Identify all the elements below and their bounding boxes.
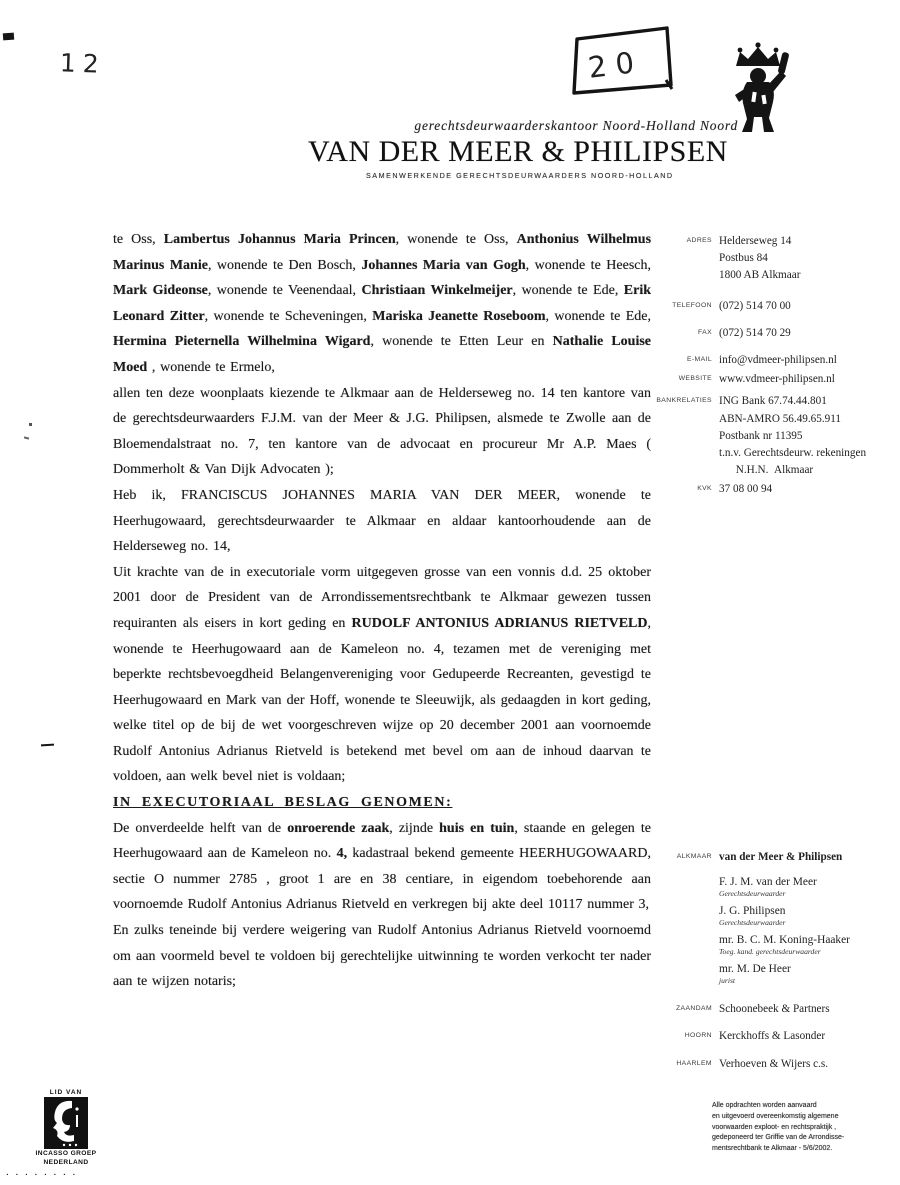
office-firm-name: van der Meer & Philipsen	[719, 851, 843, 863]
staff-role: Gerechtsdeurwaarder	[719, 889, 786, 899]
paragraph-text: Heb ik, FRANCISCUS JOHANNES MARIA VAN DER MEER, wonende te Heerhugowaard, gerechtsdeurwaarder te Alkmaar en aldaar kantoorhoudende aan de Helderseweg no. 14,	[113, 487, 651, 555]
contact-value	[719, 298, 791, 315]
contact-line: N.H.N. Alkmaar	[719, 464, 814, 477]
body-paragraph	[113, 816, 651, 918]
incasso-groep-logo-icon	[44, 1097, 88, 1149]
office-firm-name: Kerckhoffs & Lasonder	[719, 1030, 826, 1043]
office-city-label: HAARLEM	[676, 1059, 712, 1067]
staff-role: jurist	[719, 976, 736, 986]
seizure-heading: IN EXECUTORIAAL BESLAG GENOMEN:	[113, 795, 453, 811]
scan-artifact-dot	[24, 436, 29, 439]
contact-value	[719, 371, 835, 388]
firm-subtitle: SAMENWERKENDE GERECHTSDEURWAARDERS NOORD-HOLLAND	[366, 171, 674, 180]
svg-text:20: 20	[586, 44, 645, 85]
contact-label: KVK	[697, 485, 712, 493]
bold-name-text: Anthonius Wilhelmus Marinus Manie	[113, 232, 652, 273]
contact-row	[632, 352, 900, 369]
paragraph-text: allen ten deze woonplaats kiezende te Alkmaar aan de Helderseweg no. 14 ten kantore van de gerechtsdeurwaarders F.J.M. van der Meer & J.G. Philipsen, alsmede te Zwolle aan de Bloemendalstraat no. 7, ten kantore van de advocaat en procureur Mr A.P. Maes ( Dommerholt & Van Dijk Advocaten );	[113, 385, 651, 478]
paragraph-text: , wonende te Scheveningen,	[204, 308, 373, 324]
staff-role: Gerechtsdeurwaarder	[719, 918, 786, 928]
office-row	[632, 1001, 900, 1018]
office-firm-name: Verhoeven & Wijers c.s.	[719, 1057, 829, 1070]
contact-row	[632, 325, 900, 342]
bold-name-text: Johannes Maria van Gogh	[361, 257, 526, 273]
paragraph-text: kadastraal bekend gemeente HEERHUGOWAARD, sectie O nummer 2785 , groot 1 are en 38 centiare, in eigendom toebehorende aan voornoemde Rudolf Antonius Adrianus Rietveld en verkregen bij akte deel 10117 nummer 3,	[113, 846, 651, 913]
contact-label: TELEFOON	[672, 301, 712, 309]
bold-name-text: Christiaan Winkelmeijer	[361, 283, 513, 299]
scan-dotted-line: . . . . . . . .	[6, 1166, 78, 1178]
contact-line: Postbus 84	[719, 252, 768, 265]
scan-artifact-dash	[41, 744, 54, 747]
office-value	[719, 1056, 828, 1073]
handwritten-page-number	[52, 40, 112, 82]
paragraph-text: , wonende te Veenendaal,	[207, 283, 362, 299]
contact-row	[632, 371, 900, 388]
firm-name: VAN DER MEER & PHILIPSEN	[308, 135, 728, 168]
bold-name-text: RUDOLF ANTONIUS ADRIANUS RIETVELD	[351, 615, 648, 631]
contact-line: t.n.v. Gerechtsdeurw. rekeningen	[719, 447, 867, 460]
body-paragraph	[113, 560, 651, 790]
staff-member	[719, 875, 850, 898]
paragraph-text: Uit krachte van de in executoriale vorm uitgegeven grosse van een vonnis d.d. 25 oktober 2001 door de President van de Arrondissementsrechtbank te Alkmaar gewezen tussen requiranten als eisers in kort geding en	[113, 564, 651, 631]
staff-name: J. G. Philipsen	[719, 905, 786, 918]
paragraph-text: , wonende te Ede,	[512, 283, 624, 299]
contact-label: BANKRELATIES	[656, 397, 712, 405]
contact-value	[719, 233, 800, 285]
contact-row	[632, 481, 900, 498]
paragraph-text: , wonende te Heesch,	[525, 257, 651, 273]
body-paragraph	[113, 381, 651, 483]
contact-row	[632, 393, 900, 479]
staff-name: mr. B. C. M. Koning-Haaker	[719, 934, 850, 947]
office-value	[719, 1001, 830, 1018]
office-value	[719, 1028, 825, 1045]
handwritten-stamp-box	[560, 22, 684, 106]
membership-org-line1: INCASSO GROEP	[35, 1150, 97, 1157]
paragraph-text: En zulks teneinde bij verdere weigering van Rudolf Antonius Adrianus Rietveld voornoemd om aan voormeld bevel te voldoen bij gerechtelijke uitwinning te worden verkocht ter nader aan te wijzen notaris;	[113, 923, 651, 990]
contact-row	[632, 298, 900, 315]
paragraph-text: , wonende te Etten Leur en	[370, 334, 553, 350]
paragraph-text: , staande en gelegen te Heerhugowaard aan de Kameleon no.	[113, 820, 651, 862]
office-city-label: ZAANDAM	[675, 1005, 712, 1013]
terms-line: mentsrechtbank te Alkmaar - 5/6/2002.	[712, 1145, 833, 1153]
staff-role: Toeg. kand. gerechtsdeurwaarder	[719, 947, 821, 957]
contact-line: (072) 514 70 00	[719, 299, 791, 312]
contact-label: WEBSITE	[678, 375, 712, 383]
staff-list	[719, 875, 850, 985]
contact-sidebar	[632, 233, 900, 509]
body-paragraph	[113, 227, 651, 381]
contact-line: info@vdmeer-philipsen.nl	[719, 354, 837, 367]
body-paragraph	[113, 483, 651, 560]
contact-line: 37 08 00 94	[719, 483, 773, 496]
staff-member	[719, 933, 850, 956]
bold-name-text: Mariska Jeanette Roseboom	[372, 308, 546, 324]
bold-name-text: Erik Leonard Zitter	[113, 283, 651, 324]
office-city-label: HOORN	[684, 1032, 712, 1040]
contact-line: Postbank nr 11395	[719, 429, 803, 442]
scan-artifact-dot	[29, 423, 32, 426]
contact-label: FAX	[697, 328, 712, 336]
membership-org-line2: NEDERLAND	[43, 1158, 89, 1166]
paragraph-text: , wonende te Heerhugowaard aan de Kameleon no. 4, tezamen met de vereniging met beperkte rechtsbevoegdheid Belangenvereniging voor Gedupeerde Recreanten, gevestigd te Heerhugowaard en Mark van der Hoff, wonende te Sleeuwijk, als gedaagden in kort geding, welke titel op de bij de wet voorgeschreven wijze op 20 december 2001 aan voornoemde Rudolf Antonius Adrianus Rietveld is betekend met bevel om aan de inhoud daarvan te voldoen, aan welk bevel niet is voldaan;	[113, 615, 651, 785]
paragraph-text: te Oss,	[113, 232, 164, 247]
paragraph-text: , zijnde	[389, 820, 440, 836]
body-paragraph	[113, 918, 651, 995]
bold-name-text: huis en tuin	[439, 820, 515, 836]
membership-top-label: LID VAN	[49, 1089, 83, 1096]
svg-text:12: 12	[59, 48, 107, 79]
office-row	[632, 1056, 900, 1073]
bold-name-text: Lambertus Johannus Maria Princen	[163, 232, 396, 247]
office-value	[719, 849, 850, 991]
terms-line: en uitgevoerd overeenkomstig algemene	[712, 1112, 839, 1120]
paragraph-text: , wonende te Den Bosch,	[207, 257, 362, 273]
paragraph-text: De onverdeelde helft van de	[113, 820, 288, 836]
contact-line: Helderseweg 14	[719, 235, 792, 247]
contact-label: ADRES	[686, 237, 712, 244]
offices-sidebar	[632, 849, 900, 1083]
contact-value	[719, 481, 772, 498]
letterhead-office-line: gerechtsdeurwaarderskantoor Noord-Holland Noord	[414, 118, 738, 133]
scan-artifact-corner	[3, 33, 14, 41]
contact-line: ING Bank 67.74.44.801	[719, 395, 827, 408]
deed-body-text	[113, 227, 651, 995]
contact-line: 1800 AB Alkmaar	[719, 269, 801, 282]
terms-line: Alle opdrachten worden aanvaard	[712, 1102, 817, 1109]
staff-name: mr. M. De Heer	[719, 963, 791, 976]
contact-value	[719, 352, 837, 369]
paragraph-text: , wonende te Oss,	[395, 232, 517, 247]
bold-name-text: onroerende zaak	[287, 820, 390, 836]
contact-value	[719, 325, 791, 342]
contact-label: E-MAIL	[686, 356, 712, 364]
contact-line: www.vdmeer-philipsen.nl	[719, 373, 835, 386]
contact-value	[719, 393, 866, 479]
staff-member	[719, 904, 850, 927]
bold-name-text: Hermina Pieternella Wilhelmina Wigard	[113, 334, 371, 350]
incasso-groep-membership	[24, 1089, 108, 1167]
contact-line: ABN-AMRO 56.49.65.911	[719, 412, 842, 425]
terms-note	[712, 1101, 892, 1155]
staff-member	[719, 962, 850, 985]
staff-name: F. J. M. van der Meer	[719, 876, 817, 889]
paragraph-text: , wonende te Ede,	[545, 308, 651, 324]
terms-line: gedeponeerd ter Griffie van de Arrondisse-	[712, 1134, 845, 1142]
bold-name-text: 4,	[336, 846, 348, 862]
letterhead	[308, 118, 738, 180]
bold-name-text: Mark Gideonse	[113, 283, 208, 299]
terms-line: voorwaarden exploot- en rechtspraktijk ,	[712, 1123, 837, 1131]
contact-row	[632, 233, 900, 285]
office-row	[632, 849, 900, 991]
paragraph-text: , wonende te Ermelo,	[147, 359, 275, 375]
office-row	[632, 1028, 900, 1045]
office-city-label: ALKMAAR	[676, 853, 712, 860]
bold-name-text: Nathalie Louise Moed	[113, 334, 652, 375]
office-firm-name: Schoonebeek & Partners	[719, 1003, 830, 1016]
contact-line: (072) 514 70 29	[719, 326, 791, 339]
